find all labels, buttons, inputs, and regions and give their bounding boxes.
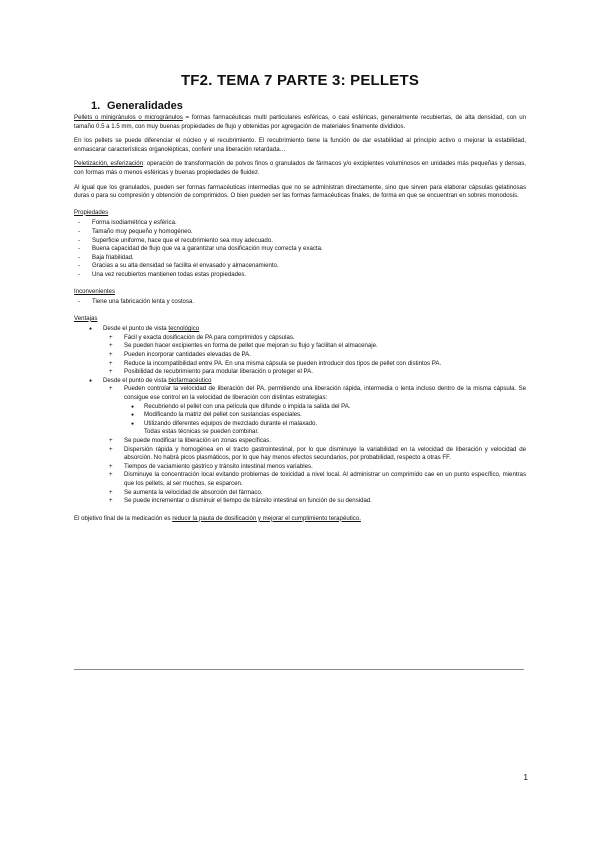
- ventajas-tecnologico: [74, 325, 526, 377]
- list-item: - Baja friabilidad.: [74, 254, 526, 263]
- list-item: ● Utilizando diferentes equipos de mezclado durante el malaxado.: [124, 420, 526, 429]
- tecnologico-prefix: Desde el punto de vista: [103, 325, 169, 333]
- list-item: + Se puede incrementar o disminuir el tiempo de tránsito intestinal en función de su densidad.: [103, 497, 526, 506]
- list-item: - Buena capacidad de flujo que va a garantizar una dosificación muy correcta y exacta.: [74, 245, 526, 254]
- list-item: + Tiempos de vaciamiento gástrico y tránsito intestinal menos variables.: [103, 463, 526, 472]
- page-title: TF2. TEMA 7 PARTE 3: PELLETS: [180, 72, 420, 89]
- list-item: - Gracias a su alta densidad se facilita el envasado y almacenamiento.: [74, 262, 526, 271]
- list-item: + Posibilidad de recubrimiento para modular liberación o proteger el PA.: [103, 368, 526, 377]
- ventajas-biofarmaceutico: [74, 377, 526, 506]
- list-item: + Disminuye la concentración local evitando problemas de toxicidad a nivel local. Al administrar un comprimido cae en un punto específico, mientras que los pellets, al ser muchos, se esparcen.: [103, 471, 526, 488]
- list-item: - Una vez recubiertos mantienen todas estas propiedades.: [74, 271, 526, 280]
- biofarmaceutico-label: biofarmacéutico: [168, 376, 212, 384]
- inconvenientes-heading: Inconvenientes: [74, 287, 115, 295]
- list-item: + Se puede modificar la liberación en zonas específicas.: [103, 437, 526, 446]
- peletizacion-text: : operación de transformación de polvos finos o granulados de fármacos y/o excipientes voluminosos en unidades más pequeñas y densas, con formas más o menos esféricas y buenas propiedades de fluidez.: [74, 160, 526, 176]
- list-item: ● Recubriendo el pellet con una película que difunde o impida la salida del PA.: [124, 403, 526, 412]
- list-item: + Reduce la incompatibilidad entre PA. En una misma cápsula se pueden introducir dos tipos de pellet con distintos PA.: [103, 360, 526, 369]
- peletizacion-paragraph: [74, 160, 526, 177]
- section-title: Generalidades: [107, 100, 183, 112]
- final-paragraph: [74, 515, 526, 524]
- intro-term: Pellets o minigránulos o microgránulos: [74, 114, 183, 121]
- list-item: + Fácil y exacta dosificación de PA para comprimidos y cápsulas.: [103, 334, 526, 343]
- inconvenientes-list: [74, 298, 526, 307]
- tecnologico-list: [103, 334, 526, 377]
- final-prefix: El objetivo final de la medicación es: [74, 514, 173, 522]
- horizontal-rule: [74, 669, 524, 670]
- intro-paragraph: [74, 114, 526, 131]
- section-number: 1.: [91, 100, 101, 112]
- list-item: + Pueden incorporar cantidades elevadas de PA.: [103, 351, 526, 360]
- biofarmaceutico-first-item: Pueden controlar la velocidad de liberación del PA, permitiendo una liberación rápida, intermedia o lenta incluso dentro de la misma cápsula. Se consigue ese control en la velocidad de liberación con distintas estrategias:: [124, 385, 526, 402]
- page-number: 1: [523, 773, 528, 782]
- list-item: + Dispersión rápida y homogénea en el tracto gastrointestinal, por lo que disminuye la variabilidad en la velocidad de liberación y velocidad de absorción. No habrá picos plasmáticos, por lo que hay menos efectos secundarios, por probabilidad, respecto a otras FF.: [103, 446, 526, 463]
- biofarmaceutico-list: [103, 385, 526, 505]
- strategies-note: Todas estas técnicas se pueden combinar.: [144, 428, 259, 436]
- list-item: - Tamaño muy pequeño y homogéneo.: [74, 228, 526, 237]
- biofarmaceutico-prefix: Desde el punto de vista: [103, 376, 169, 384]
- ventajas-list: [74, 325, 526, 505]
- propiedades-heading: Propiedades: [74, 208, 109, 216]
- document-body: [74, 100, 526, 529]
- granulados-paragraph: Al igual que los granulados, pueden ser formas farmacéuticas intermedias que no se administran directamente, sino que sirven para elaborar cápsulas gelatinosas duras o para su compresión y obtención de comprimidos. O bien pueden ser las formas farmacéuticas finales, de forma en que se encuentran en sobres monodosis.: [74, 183, 526, 200]
- list-item: + Se pueden hacer excipientes en forma de pellet que mejoran su flujo y facilitan el almacenaje.: [103, 342, 526, 351]
- list-item: - Tiene una fabricación lenta y costosa.: [74, 298, 526, 307]
- strategies-list: [124, 403, 526, 429]
- tecnologico-label: tecnológico: [168, 325, 200, 333]
- list-item: - Superficie uniforme, hace que el recubrimiento sea muy adecuado.: [74, 237, 526, 246]
- ventajas-heading: Ventajas: [74, 314, 98, 322]
- list-item: - Forma isodiamétrica y esférica.: [74, 219, 526, 228]
- list-item: [103, 385, 526, 437]
- nucleus-paragraph: En los pellets se puede diferenciar el núcleo y el recubrimiento. El recubrimiento tiene la función de dar estabilidad al principio activo o mejorar la estabilidad, enmascarar características organolépticas, conferir una liberación retardada…: [74, 137, 526, 153]
- list-item: + Se aumenta la velocidad de absorción del fármaco.: [103, 489, 526, 498]
- list-item: ● Modificando la matriz del pellet con sustancias especiales.: [124, 411, 526, 420]
- section-heading: [91, 100, 526, 113]
- intro-text: = formas farmacéuticas multi particulares esféricas, o casi esféricas, generalmente recubiertas, de alta densidad, con un tamaño 0.5 a 1.5 mm, con muy buenas propiedades de flujo y obtenidas por agregación de materiales finamente divididos.: [74, 114, 526, 130]
- peletizacion-term: Peletización, esferización: [74, 160, 144, 168]
- final-emphasis: reducir la pauta de dosificación y mejorar el cumplimiento terapéutico.: [172, 514, 361, 522]
- propiedades-list: [74, 219, 526, 279]
